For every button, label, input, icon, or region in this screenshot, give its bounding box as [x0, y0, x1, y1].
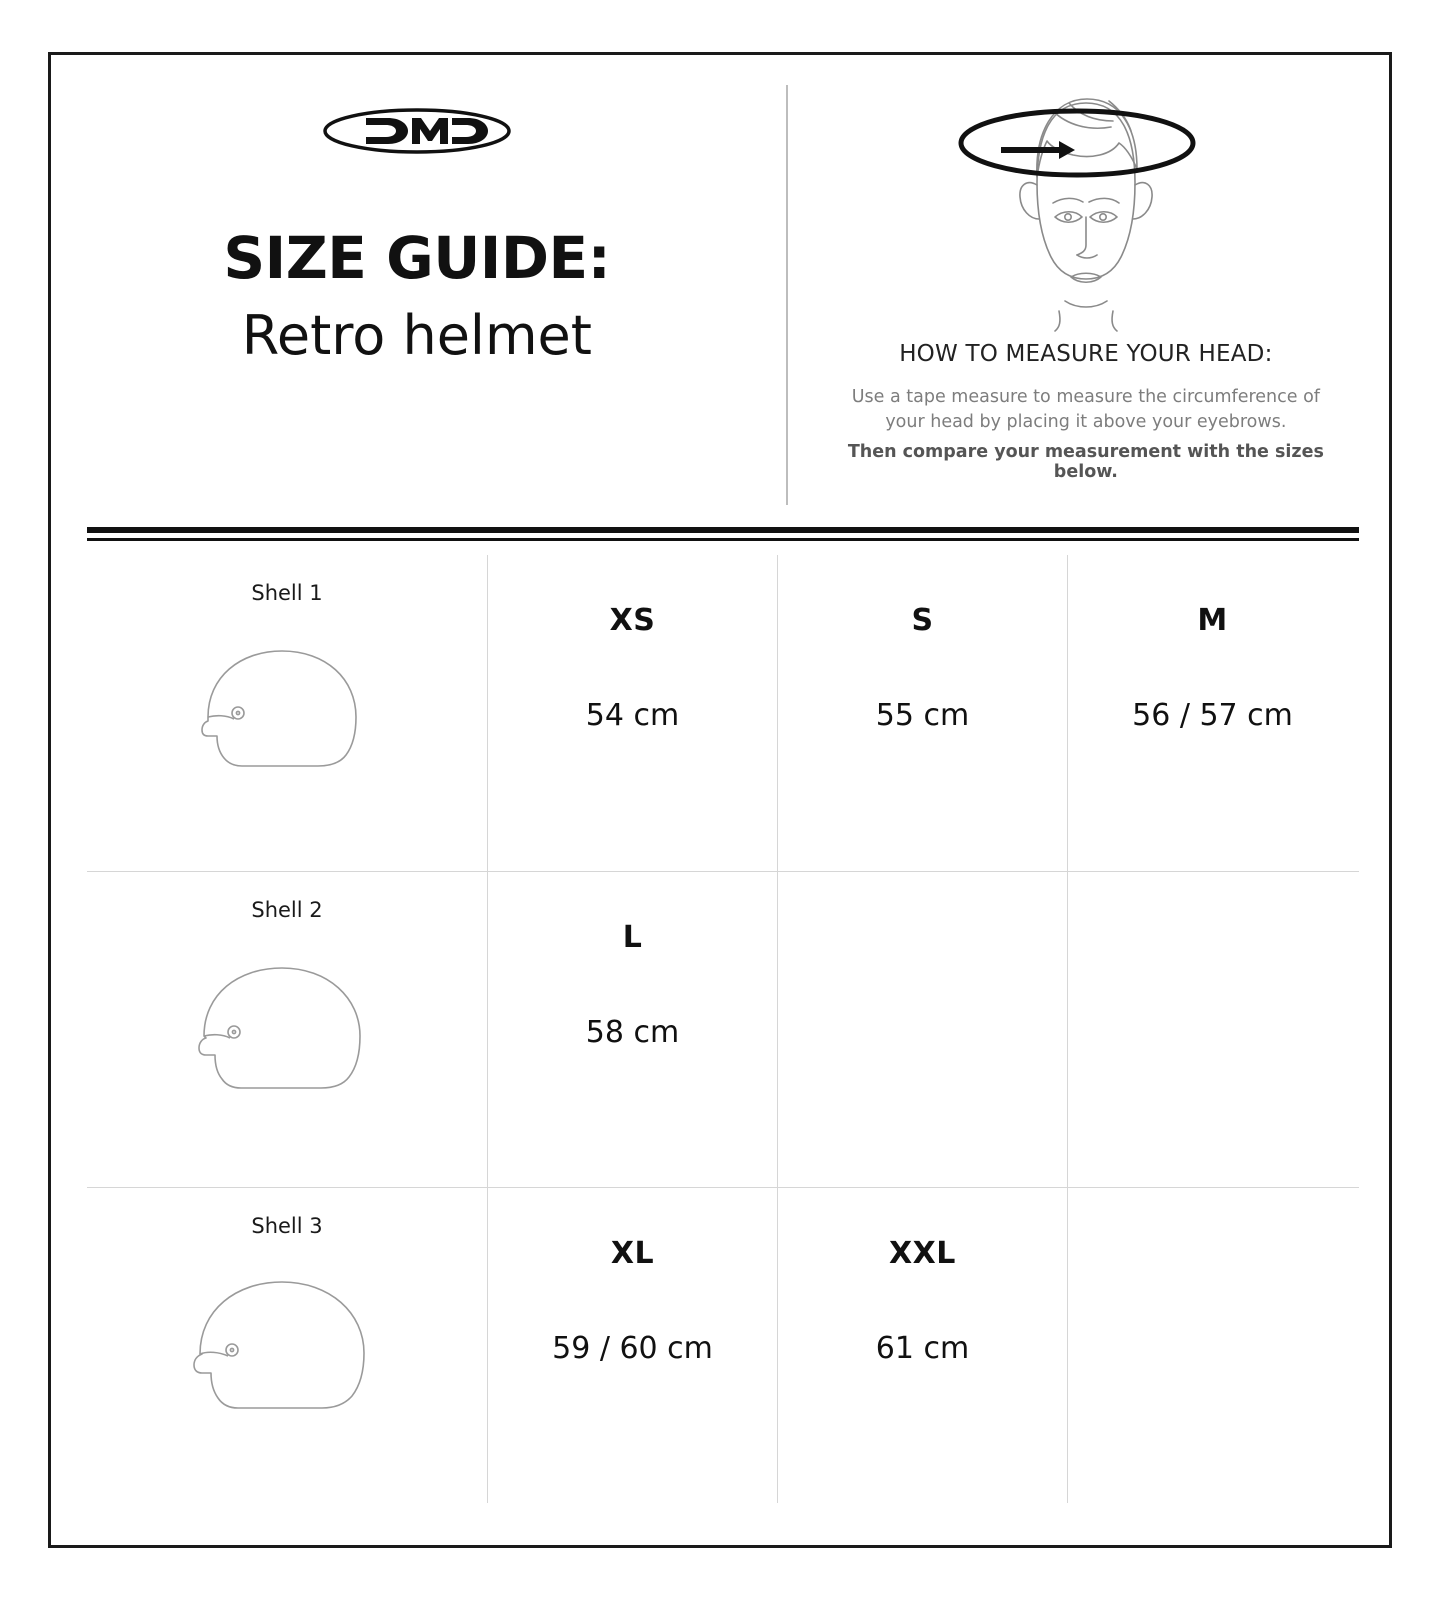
- size-label: M: [1197, 603, 1228, 638]
- size-table: [87, 555, 1359, 1505]
- divider-thin-line: [87, 538, 1359, 541]
- shell-cell: [87, 872, 487, 1187]
- size-label: L: [622, 920, 643, 955]
- helmet-icon: [182, 938, 392, 1118]
- size-cell: [777, 872, 1067, 1187]
- measure-instructions-emphasis: Then compare your measurement with the sizes below.: [847, 441, 1324, 482]
- size-value: 61 cm: [875, 1331, 970, 1366]
- table-row: [87, 1187, 1359, 1503]
- size-value: 55 cm: [875, 698, 970, 733]
- helmet-icon: [182, 621, 392, 801]
- size-cell: [487, 1188, 777, 1503]
- header-right: [783, 55, 1389, 525]
- header: [51, 55, 1389, 525]
- shell-cell: [87, 555, 487, 871]
- size-cell: [487, 555, 777, 871]
- page-title: SIZE GUIDE:: [223, 224, 611, 292]
- section-divider: [87, 527, 1359, 541]
- measure-heading: HOW TO MEASURE YOUR HEAD:: [899, 341, 1273, 367]
- size-label: XXL: [889, 1236, 956, 1271]
- shell-label: Shell 3: [251, 1214, 323, 1238]
- helmet-icon: [182, 1254, 392, 1434]
- table-row: [87, 555, 1359, 871]
- size-cell: [1067, 555, 1357, 871]
- poster-frame: [48, 52, 1392, 1548]
- size-cell: [777, 1188, 1067, 1503]
- measure-instructions: Use a tape measure to measure the circumference of your head by placing it above your eyebrows.: [851, 387, 1320, 433]
- size-label: XL: [610, 1236, 655, 1271]
- size-cell: [487, 872, 777, 1187]
- table-row: [87, 871, 1359, 1187]
- size-value: 54 cm: [585, 698, 680, 733]
- size-cell: [1067, 1188, 1357, 1503]
- head-measure-illustration: [941, 65, 1231, 335]
- size-label: XS: [609, 603, 656, 638]
- size-label: S: [911, 603, 934, 638]
- size-value: 58 cm: [585, 1015, 680, 1050]
- dmd-logo: [322, 105, 512, 157]
- size-value: 59 / 60 cm: [552, 1331, 713, 1366]
- page-subtitle: Retro helmet: [241, 304, 592, 367]
- size-value: 56 / 57 cm: [1132, 698, 1293, 733]
- shell-label: Shell 1: [251, 581, 323, 605]
- shell-cell: [87, 1188, 487, 1503]
- size-cell: [1067, 872, 1357, 1187]
- size-cell: [777, 555, 1067, 871]
- shell-label: Shell 2: [251, 898, 323, 922]
- header-left: [51, 55, 783, 525]
